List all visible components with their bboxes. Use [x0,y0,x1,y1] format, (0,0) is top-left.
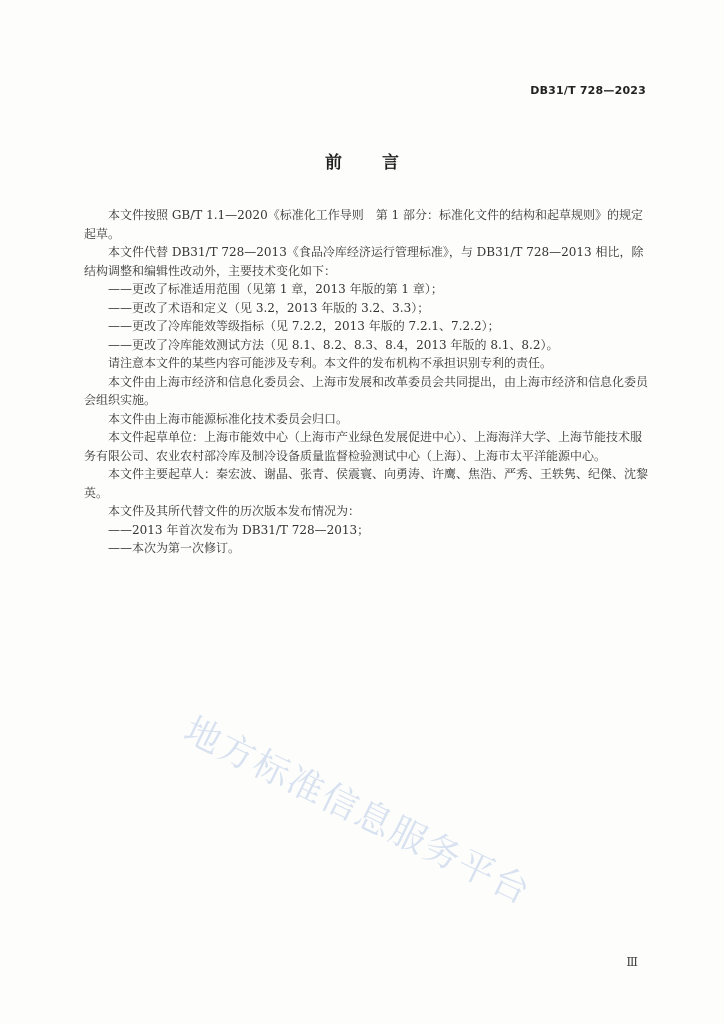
paragraph-drafting-rules: 本文件按照 GB/T 1.1—2020《标准化工作导则 第 1 部分：标准化文件的结构和起草规则》的规定起草。 [84,208,643,241]
paragraph-patent-notice: 请注意本文件的某些内容可能涉及专利。本文件的发布机构不承担识别专利的责任。 [108,356,553,370]
paragraph-proposer: 本文件由上海市经济和信息化委员会、上海市发展和改革委员会共同提出，由上海市经济和信息化委员会组织实施。 [84,374,649,407]
paragraph-committee: 本文件由上海市能源标准化技术委员会归口。 [108,411,349,426]
change-item: ——更改了冷库能效测试方法（见 8.1、8.2、8.3、8.4，2013 年版的 8.1、8.2）。 [108,337,559,352]
watermark: 地方标准信息服务平台 [177,709,538,914]
page-title: 前言 [325,153,439,173]
page-number: Ⅲ [626,955,638,969]
history-item: ——2013 年首次发布为 DB31/T 728—2013； [108,522,370,537]
change-item: ——更改了术语和定义（见 3.2，2013 年版的 3.2、3.3）； [108,300,430,315]
paragraph-drafting-units: 本文件起草单位：上海市能效中心（上海市产业绿色发展促进中心）、上海海洋大学、上海节能技术服务有限公司、农业农村部冷库及制冷设备质量监督检验测试中心（上海）、上海市太平洋能源中心。 [84,430,643,463]
paragraph-drafters: 本文件主要起草人：秦宏波、谢晶、张青、侯震寰、向勇涛、许鹰、焦浩、严秀、王轶隽、纪傑、沈黎英。 [84,467,649,500]
document-code: DB31/T 728—2023 [530,84,646,97]
history-item: ——本次为第一次修订。 [108,541,241,555]
change-item: ——更改了冷库能效等级指标（见 7.2.2，2013 年版的 7.2.1、7.2.2）； [108,319,500,333]
paragraph-history-intro: 本文件及其所代替文件的历次版本发布情况为： [108,504,361,518]
paragraph-replacement: 本文件代替 DB31/T 728—2013《食品冷库经济运行管理标准》，与 DB31/T 728—2013 相比，除结构调整和编辑性改动外，主要技术变化如下： [84,245,644,278]
foreword-body [84,206,649,558]
change-item: ——更改了标准适用范围（见第 1 章，2013 年版的第 1 章）； [108,282,443,296]
